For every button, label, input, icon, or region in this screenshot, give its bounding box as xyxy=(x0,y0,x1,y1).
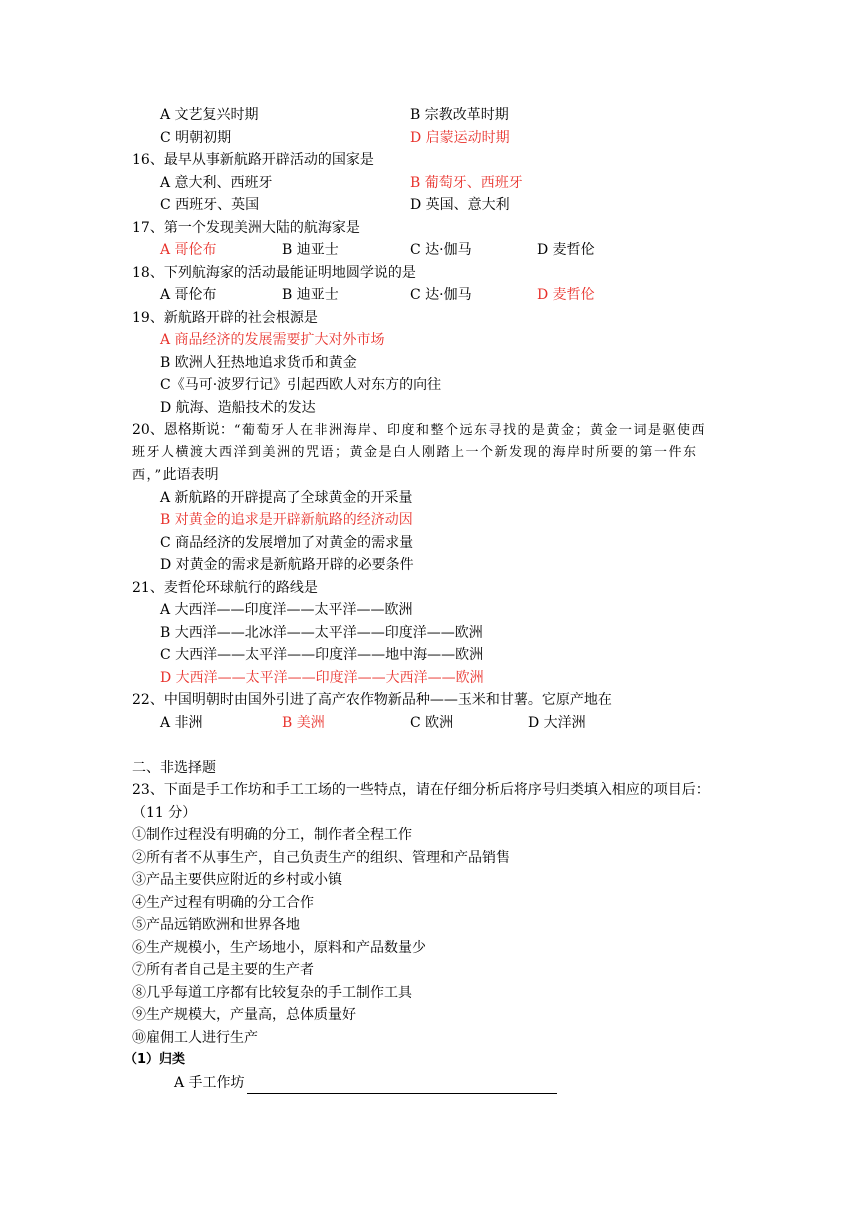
q21-stem: 21、麦哲伦环球航行的路线是 xyxy=(132,580,318,596)
q16-option-b-answer: B 葡萄牙、西班牙 xyxy=(410,175,523,191)
q20-option-b-answer: B 对黄金的追求是开辟新航路的经济动因 xyxy=(160,512,413,528)
q17-stem: 17、第一个发现美洲大陆的航海家是 xyxy=(132,220,360,236)
q22-stem: 22、中国明朝时由国外引进了高产农作物新品种——玉米和甘薯。它原产地在 xyxy=(132,692,612,708)
q18-option-c: C 达·伽马 xyxy=(410,287,472,303)
q15-option-d-answer: D 启蒙运动时期 xyxy=(410,130,510,146)
q23-item-6: ⑥生产规模小，生产场地小，原料和产品数量少 xyxy=(132,940,426,956)
q16-stem: 16、最早从事新航路开辟活动的国家是 xyxy=(132,152,374,168)
q15-option-b: B 宗教改革时期 xyxy=(410,107,509,123)
q23-answer-blank-a[interactable] xyxy=(247,1077,557,1094)
q20-option-d: D 对黄金的需求是新航路开辟的必要条件 xyxy=(160,557,414,573)
q16-option-c: C 西班牙、英国 xyxy=(160,197,260,213)
q16-option-d: D 英国、意大利 xyxy=(410,197,510,213)
q16-option-a: A 意大利、西班牙 xyxy=(160,175,273,191)
q23-sub-1-heading: （1）归类 xyxy=(124,1052,186,1067)
q20-option-a: A 新航路的开辟提高了全球黄金的开采量 xyxy=(160,490,413,506)
q19-option-a-answer: A 商品经济的发展需要扩大对外市场 xyxy=(160,332,385,348)
q20-quote-part-3: 西，” xyxy=(132,468,163,483)
q19-option-d: D 航海、造船技术的发达 xyxy=(160,400,316,416)
q17-option-a-answer: A 哥伦布 xyxy=(160,242,217,258)
q21-option-a: A 大西洋——印度洋——太平洋——欧洲 xyxy=(160,602,413,618)
section-2-heading: 二、非选择题 xyxy=(132,760,216,776)
q23-stem-line-1: 23、下面是手工作坊和手工工场的一些特点，请在仔细分析后将序号归类填入相应的项目后： xyxy=(132,782,710,798)
q23-item-9: ⑨生产规模大，产量高，总体质量好 xyxy=(132,1007,356,1023)
q20-stem-prefix: 20、恩格斯说： xyxy=(132,422,234,438)
q20-quote-part-1: “葡萄牙人在非洲海岸、印度和整个远东寻找的是黄金；黄金一词是驱使西 xyxy=(233,423,706,438)
q15-option-c: C 明朝初期 xyxy=(160,130,232,146)
q22-option-b-answer: B 美洲 xyxy=(282,715,325,731)
q23-item-8: ⑧几乎每道工序都有比较复杂的手工制作工具 xyxy=(132,985,412,1001)
q18-option-b: B 迪亚士 xyxy=(282,287,339,303)
q23-stem-line-2: （11 分） xyxy=(132,805,197,821)
q19-stem: 19、新航路开辟的社会根源是 xyxy=(132,310,318,326)
q21-option-c: C 大西洋——太平洋——印度洋——地中海——欧洲 xyxy=(160,647,484,663)
q18-option-a: A 哥伦布 xyxy=(160,287,217,303)
q15-option-a: A 文艺复兴时期 xyxy=(160,107,259,123)
q20-option-c: C 商品经济的发展增加了对黄金的需求量 xyxy=(160,535,414,551)
q20-stem-line-1 xyxy=(132,419,706,441)
q23-item-4: ④生产过程有明确的分工合作 xyxy=(132,895,314,911)
q18-option-d-answer: D 麦哲伦 xyxy=(537,287,595,303)
q21-option-d-answer: D 大西洋——太平洋——印度洋——大西洋——欧洲 xyxy=(160,670,484,686)
q23-answer-row-a xyxy=(174,1072,557,1094)
q20-quote-part-2: 班牙人横渡大西洋到美洲的咒语；黄金是白人刚踏上一个新发现的海岸时所要的第一件东 xyxy=(132,445,698,460)
q17-option-b: B 迪亚士 xyxy=(282,242,339,258)
q23-item-3: ③产品主要供应附近的乡村或小镇 xyxy=(132,872,342,888)
q23-item-1: ①制作过程没有明确的分工，制作者全程工作 xyxy=(132,827,412,843)
q18-stem: 18、下列航海家的活动最能证明地圆学说的是 xyxy=(132,265,416,281)
q23-item-7: ⑦所有者自己是主要的生产者 xyxy=(132,962,314,978)
q17-option-c: C 达·伽马 xyxy=(410,242,472,258)
q19-option-c: C《马可·波罗行记》引起西欧人对东方的向往 xyxy=(160,377,442,393)
q23-item-10: ⑩雇佣工人进行生产 xyxy=(132,1030,258,1046)
q23-item-2: ②所有者不从事生产，自己负责生产的组织、管理和产品销售 xyxy=(132,850,510,866)
q23-item-5: ⑤产品远销欧洲和世界各地 xyxy=(132,917,300,933)
q22-option-a: A 非洲 xyxy=(160,715,203,731)
q23-answer-label-a: A 手工作坊 xyxy=(174,1075,245,1091)
q20-stem-line-3 xyxy=(132,464,219,486)
q22-option-c: C 欧洲 xyxy=(410,715,454,731)
q21-option-b: B 大西洋——北冰洋——太平洋——印度洋——欧洲 xyxy=(160,625,483,641)
q22-option-d: D 大洋洲 xyxy=(528,715,586,731)
q20-stem-suffix: 此语表明 xyxy=(162,467,219,483)
q19-option-b: B 欧洲人狂热地追求货币和黄金 xyxy=(160,355,357,371)
q17-option-d: D 麦哲伦 xyxy=(537,242,595,258)
